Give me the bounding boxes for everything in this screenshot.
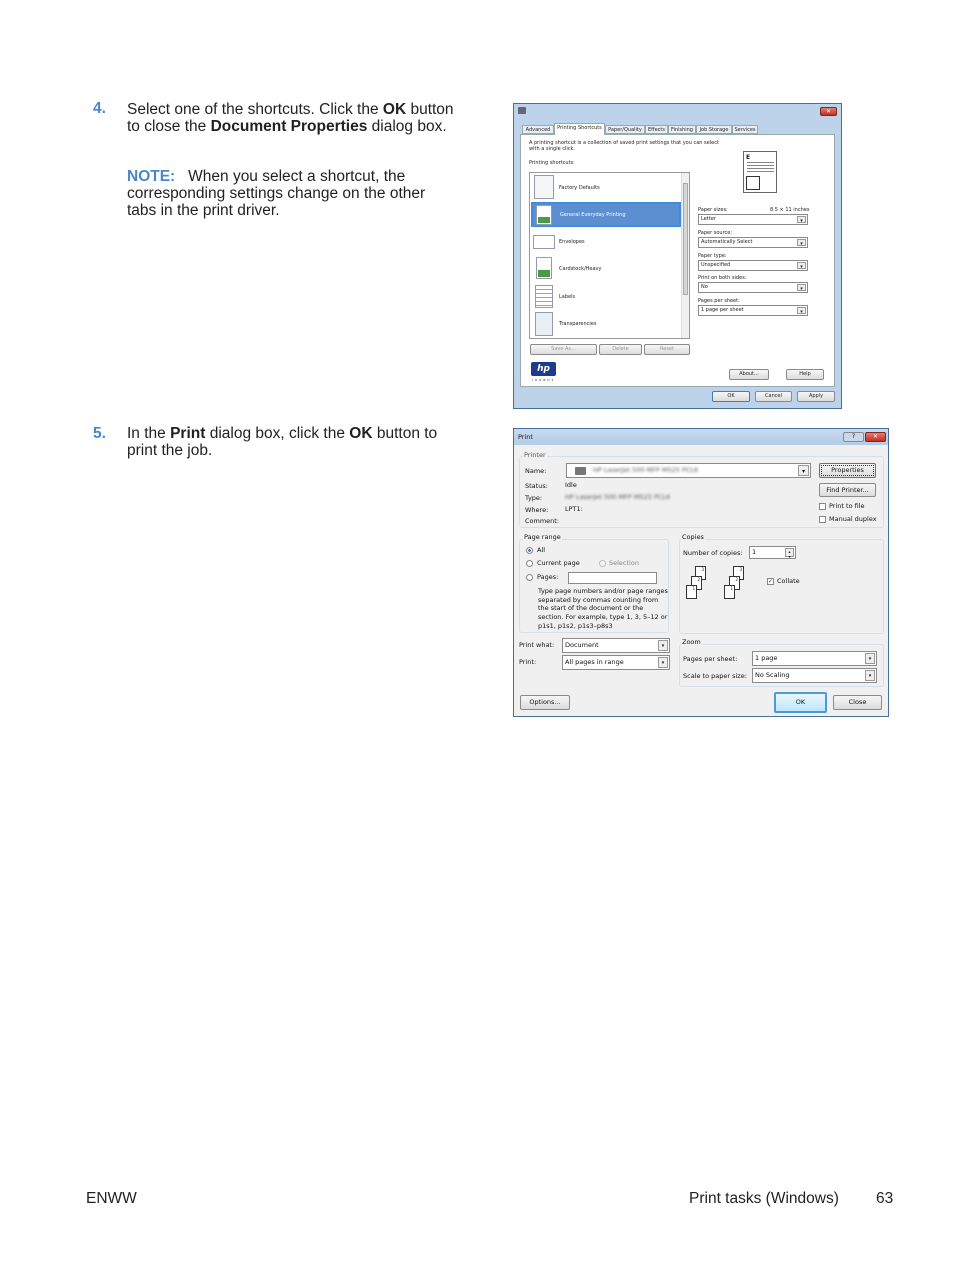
ok-button[interactable]: OK [774,692,827,713]
print-to-file-label: Print to file [829,502,865,510]
manual-duplex-label: Manual duplex [829,515,877,523]
envelope-icon [533,235,555,249]
shortcuts-label: Printing shortcuts: [529,160,575,166]
print-select[interactable]: All pages in range ▾ [562,655,670,670]
document-properties-dialog [513,103,842,409]
scale-label: Scale to paper size: [683,672,747,680]
dialog-title: Print [518,433,533,441]
current-page-radio[interactable] [526,560,533,567]
cancel-button[interactable]: Cancel [755,391,792,402]
apply-button[interactable]: Apply [797,391,835,402]
pages-per-sheet-select[interactable]: 1 page per sheet ▾ [698,305,808,316]
number-of-copies-label: Number of copies: [683,549,743,557]
selection-radio[interactable] [599,560,606,567]
all-label: All [537,546,546,554]
pages-input[interactable] [568,572,657,584]
printer-icon [518,107,526,114]
footer-left: ENWW [86,1190,137,1207]
paper-type-select[interactable]: Unspecified ▾ [698,260,808,271]
collate-label: Collate [777,577,800,585]
document-icon [536,205,552,225]
about-button[interactable]: About... [729,369,769,380]
step-4-text: Select one of the shortcuts. Click the OK button to close the Document Properties dialog box. [127,101,454,135]
pages-per-sheet-label: Pages per sheet: [683,655,738,663]
step-number: 4. [93,100,106,117]
list-scrollbar[interactable] [681,173,689,338]
print-what-select[interactable]: Document ▾ [562,638,670,653]
all-radio[interactable] [526,547,533,554]
scale-select[interactable]: No Scaling ▾ [752,668,877,683]
paper-source-label: Paper source: [698,230,733,236]
print-what-label: Print what: [519,641,555,649]
shortcuts-list [529,172,690,339]
type-label: Type: [525,494,543,502]
note: NOTE: When you select a shortcut, the corresponding settings change on the other tabs in the print driver. [127,168,426,219]
hp-logo: hp [531,362,556,376]
paper-type-label: Paper type: [698,253,727,259]
where-value: LPT1: [565,505,583,513]
shortcut-envelopes[interactable]: Envelopes [559,239,585,245]
shortcut-transparencies[interactable]: Transparencies [559,321,597,327]
step-number: 5. [93,425,106,442]
collate-checkbox[interactable]: ✓ [768,578,774,585]
copies-label: Copies [682,533,704,541]
status-value: Idle [565,481,577,489]
save-as-button[interactable]: Save As... [530,344,597,355]
title-bar [514,429,889,445]
close-dialog-button[interactable]: Close [833,695,882,710]
page-number: 63 [876,1190,894,1207]
manual-duplex-checkbox[interactable] [819,516,826,523]
selection-label: Selection [609,559,639,567]
print-label: Print: [519,658,537,666]
comment-label: Comment: [525,517,560,525]
type-value: HP LaserJet 500 MFP M525 PCL6 [565,493,671,501]
both-sides-select[interactable]: No ▾ [698,282,808,293]
cardstock-icon [536,257,552,279]
factory-defaults-icon [534,175,554,199]
paper-sizes-label: Paper sizes: [698,207,728,213]
status-label: Status: [525,482,548,490]
footer-section: Print tasks (Windows) [689,1190,839,1207]
pages-per-sheet-select[interactable]: 1 page ▾ [752,651,877,666]
properties-button[interactable]: Properties [819,463,876,478]
pages-radio[interactable] [526,574,533,581]
name-label: Name: [525,467,547,475]
pages-per-sheet-label: Pages per sheet: [698,298,740,304]
printer-icon [575,467,586,475]
close-button[interactable]: ✕ [820,107,837,116]
page-range-label: Page range [524,533,561,541]
labels-icon [535,285,553,308]
options-button[interactable]: Options... [520,695,570,710]
both-sides-label: Print on both sides: [698,275,747,281]
tab-finishing[interactable]: Finishing [668,125,696,134]
close-button[interactable]: ✕ [865,432,886,442]
hp-logo-invent: invent [532,378,556,382]
shortcut-factory-defaults[interactable]: Factory Defaults [559,185,600,191]
help-button[interactable]: ? [843,432,864,442]
number-of-copies-stepper[interactable]: 1 ▴ ▾ [749,546,796,559]
current-page-label: Current page [537,559,580,567]
printer-group-label: Printer [524,451,546,459]
printer-name-select[interactable]: HP LaserJet 500 MFP M525 PCL6 ▾ [566,463,811,478]
ok-button[interactable]: OK [712,391,750,402]
where-label: Where: [525,506,549,514]
shortcut-general-everyday-printing[interactable]: General Everyday Printing [531,202,681,227]
delete-button[interactable]: Delete [599,344,642,355]
step-5-text: In the Print dialog box, click the OK button to print the job. [127,425,438,459]
tab-paper-quality[interactable]: Paper/Quality [605,125,645,134]
reset-button[interactable]: Reset [644,344,690,355]
paper-size-select[interactable]: Letter ▾ [698,214,808,225]
transparencies-icon [535,312,553,336]
shortcut-labels[interactable]: Labels [559,294,576,300]
tab-services[interactable]: Services [732,125,758,134]
print-dialog: Print ? ✕ Printer Name: HP LaserJet 500 MFP M525 PCL6 ▾ Properties Status: Idle Type: HP LaserJet 500 MFP M525 PCL6 Where: LPT1: Comment: Find Printer... Print to file Manual duplex Page range All Current page Selection Pages: Type page numbers and/or page ranges separated by commas counting from the start of the document or the section. For example, type 1, 3, 5–12 or p1s1, p1s2, p1s3–p8s3 Copies Number of copies: 1 ▴ ▾ 3 2 1 3 2 1 ✓ Collate Print what: Document ▾ Print: All pages in range ▾ Zoom Pages per sheet: 1 page ▾ Scale to paper size: No Scaling ▾ Options... OK Close [513,428,889,717]
document-preview-icon: E [743,151,777,193]
shortcut-description: A printing shortcut is a collection of saved print settings that you can select with a single click. [529,140,719,152]
tab-advanced[interactable]: Advanced [522,125,554,134]
paper-sizes-dimensions: 8.5 × 11 inches [770,207,810,213]
tab-printing-shortcuts[interactable]: Printing Shortcuts [554,123,605,135]
zoom-label: Zoom [682,638,701,646]
help-button[interactable]: Help [786,369,824,380]
paper-source-select[interactable]: Automatically Select ▾ [698,237,808,248]
tab-job-storage[interactable]: Job Storage [696,125,732,134]
find-printer-button[interactable]: Find Printer... [819,483,876,497]
print-to-file-checkbox[interactable] [819,503,826,510]
pages-help-text: Type page numbers and/or page ranges separated by commas counting from the start of the document or the section. For example, type 1, 3, 5–12 or p1s1, p1s2, p1s3–p8s3 [538,587,668,630]
pages-label: Pages: [537,573,559,581]
shortcut-cardstock[interactable]: Cardstock/Heavy [559,266,602,272]
tab-effects[interactable]: Effects [645,125,668,134]
